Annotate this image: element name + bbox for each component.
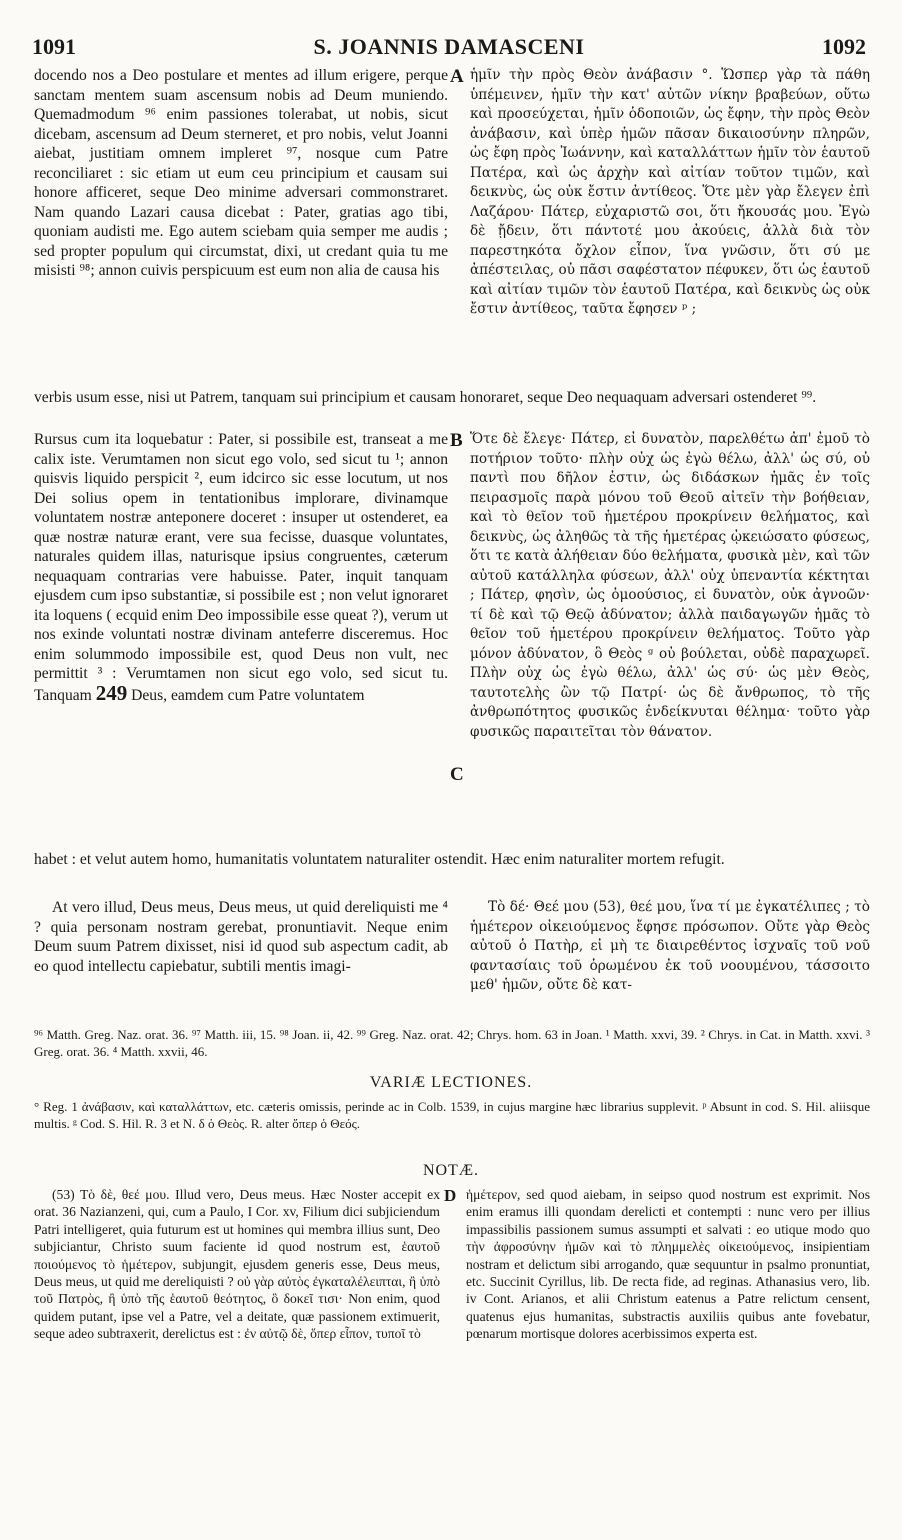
full-width-line-a: verbis usum esse, nisi ut Patrem, tanquam sui principium et causam honoraret, seque Deo nequaquam adversari ostenderet ⁹⁹. — [34, 389, 817, 406]
margin-marker-b: B — [450, 430, 463, 451]
latin-text-a: docendo nos a Deo postulare et mentes ad illum erigere, perque sanctam mentem suam ascensum nobis ad Deum muniendo. Quemadmodum ⁹⁶ enim passiones tolerabat, ut nobis, sicut dicebam, ascensum ad Deum sterneret, et pro nobis, velut Joanni aiebat, justitiam omnem impleret ⁹⁷, nosque cum Patre reconciliaret : sic etiam ut eum ceu principium et causam sui honore afficeret, seque Deo minime adversari commonstraret. Nam quando Lazari causa dicebat : Pater, gratias ago tibi, quoniam audisti me. Ego autem sciebam quia semper me audis ; sed propter populum qui circumstat, dixi, ut credant quia tu me misisti ⁹⁸; annon cuivis perspicuum est eum non alia de causa his — [34, 67, 448, 279]
greek-column-b — [470, 430, 870, 850]
greek-column-c — [470, 898, 870, 1018]
notes-left-text: (53) Τὸ δὲ, θεέ μου. Illud vero, Deus meus. Hæc Noster accepit ex orat. 36 Nazianzeni, qui, cum a Paulo, I Cor. xv, Filium dici subjiciendum Patri intelligeret, quia futurum est ut homines qui membra illius sunt, Deo subjiciantur, Christo suum faciente id quod nostrum est, ἑαυτοῦ ποιούμενος τὸ ἡμέτερον, subjungit, ejusdem generis esse, Deus meus, Deus meus, ut quid me dereliquisti ? οὐ γὰρ αὐτὸς ἐγκαταλέλειπται, ἢ ὑπὸ τοῦ Πατρὸς, ἢ ὑπὸ τῆς ἑαυτοῦ θεότητος, ὃ δοκεῖ τισι· Non enim, quod quidem putant, ipse vel a Patre, vel a deitate, quæ passionem extimuerit, seque adeo subtraxerit, derelictus est : ἐν αὐτῷ δὲ, ὅπερ εἶπον, τυποῖ τὸ — [34, 1187, 440, 1342]
greek-column-a — [470, 66, 870, 396]
left-page-number: 1091 — [32, 34, 76, 59]
right-page-number: 1092 — [822, 34, 866, 59]
latin-text-c: At vero illud, Deus meus, Deus meus, ut quid dereliquisti me ⁴ ? quia personam nostram gerebat, pronuntiavit. Neque enim Deum suum Patrem dixisset, nisi id quod sub aspectum cadit, ab eo quod intellectu capiebatur, subtili mentis imagi- — [34, 899, 448, 975]
margin-marker-c: C — [450, 764, 464, 785]
page-header — [32, 34, 866, 60]
footnotes: ⁹⁶ Matth. Greg. Naz. orat. 36. ⁹⁷ Matth. iii, 15. ⁹⁸ Joan. ii, 42. ⁹⁹ Greg. Naz. orat. 42; Chrys. hom. 63 in Joan. ¹ Matth. xxvi, 39. ² Chrys. in Cat. in Matth. xxvi. ³ Greg. orat. 36. ⁴ Matth. xxvii, 46. — [34, 1027, 870, 1059]
notes-right-column — [466, 1186, 870, 1446]
latin-column-c — [34, 898, 448, 1018]
notes-right-text: ἡμέτερον, sed quod aiebam, in seipso quod nostrum est exprimit. Nos enim eramus illi quondam derelicti et contempti : nunc vero per illius impassibilis passionem sumus assumpti et salvati : eo utique modo quo τὴν ἀφροσύνην ἡμῶν καὶ τὸ πλημμελὲς οἰκειούμενος, insipientiam nostram et delictum sibi arrogando, quæ sequuntur in psalmo pronuntiat, etc. Succinit Cyrillus, lib. De recta fide, ad reginas. Athanasius vero, lib. iv Cont. Arianos, et alii Christum eatenus a Patre relictum censent, quatenus ejus humanitas, substractis auxiliis quibus ante fovebatur, pœnarum mortisque dolores acerbissimos experta est. — [466, 1187, 870, 1342]
latin-text-b: Rursus cum ita loquebatur : Pater, si possibile est, transeat a me calix iste. Verumtamen non sicut ego volo, sed sicut tu ¹; annon quisvis liquido perspicit ², eum idcirco sic esse locutum, ut nos Dei solius opem in tentationibus implorare, divinamque voluntatem nostræ anteponere doceret : insuper ut ostenderet, ea quæ nostræ naturæ erant, vere sua fecisse, duasque voluntates, naturales quidem illas, naturisque ipsius congruentes, cæterum nequaquam contrarias vere habuisse. Pater, inquit tanquam ejusdem cum ipso substantiæ, si possibile est ; non velut ignoraret ita loquens ( ecquid enim Deo impossibile esse queat ?), verum ut nos exinde voluntati nostræ divinam anteferre disceremus. Hoc enim solummodo impossibile est, quod Deus non vult, nec permittit ³ : Verumtamen non sicut ego volo, sed sicut tu. Tanquam 249 Deus, eamdem cum Patre voluntatem — [34, 431, 448, 705]
latin-column-a — [34, 66, 448, 396]
latin-column-b — [34, 430, 448, 850]
notes-left-column — [34, 1186, 440, 1446]
variae-heading: VARIÆ LECTIONES. — [369, 1074, 533, 1091]
margin-marker-d: D — [444, 1186, 457, 1205]
variae-text: ° Reg. 1 ἀνάβασιν, καὶ καταλλάττων, etc. cæteris omissis, perinde ac in Colb. 1539, in cujus margine hæc librarius supplevit. ᵖ Absunt in cod. S. Hil. aliisque multis. ᵍ Cod. S. Hil. R. 3 et N. δ ὁ Θεὸς. R. alter ὅπερ ὁ Θεός. — [34, 1099, 870, 1131]
greek-text-a: ἡμῖν τὴν πρὸς Θεὸν ἀνάβασιν °. Ὥσπερ γὰρ τὰ πάθη ὑπέμεινεν, ἡμῖν τὴν κατ' αὐτῶν νίκην βραβεύων, οὕτω καὶ προσεύχεται, ἡμῖν ὁδοποιῶν, ὡς ἔφην, τὴν πρὸς Θεὸν ἀνάβασιν, καὶ ὑπὲρ ἡμῶν πᾶσαν δικαιοσύνην πληρῶν, ὡς ἔφη πρὸς Ἰωάννην, καὶ καταλλάττων ἡμῖν τὸν ἑαυτοῦ Πατέρα, καὶ ὡς ἀρχὴν καὶ αἰτίαν τοῦτον τιμῶν, καὶ δεικνὺς, ὡς οὐκ ἔστιν ἀντίθεος. Ὅτε μὲν γὰρ ἔλεγεν ἐπὶ Λαζάρου· Πάτερ, εὐχαριστῶ σοι, ὅτι ἤκουσάς μου. Ἐγὼ δὲ ᾔδειν, ὅτι πάντοτέ μου ἀκούεις, ἀλλὰ διὰ τὸν παρεστηκότα ὄχλον εἶπον, ἵνα γνῶσιν, ὅτι σύ με ἀπέστειλας, οὐ πᾶσι σαφέστατον πέφυκεν, ὅτι ὡς ἑαυτοῦ καὶ αἰτίαν τιμῶν τὸν ἑαυτοῦ Πατέρα, καὶ δεικνὺς ὡς οὐκ ἔστιν ἀντίθεος, ταῦτα ἔφησεν ᵖ ; — [470, 67, 870, 317]
greek-text-c: Τὸ δέ· Θεέ μου (53), θεέ μου, ἵνα τί με ἐγκατέλιπες ; τὸ ἡμέτερον οἰκειούμενος ἔφησε πρόσωπον. Οὔτε γὰρ Θεὸς αὐτοῦ ὁ Πατὴρ, εἰ μὴ τε διαιρεθέντος ἰσχναῖς τοῦ νοῦ φαντασίαις τοῦ ὁρωμένου ἐκ τοῦ νοουμένου, τάσσοιτο μεθ' ἡμῶν, οὔτε δὲ κατ- — [470, 899, 870, 993]
full-width-line-b: habet : et velut autem homo, humanitatis voluntatem naturaliter ostendit. Hæc enim naturaliter mortem refugit. — [34, 851, 725, 868]
margin-marker-a: A — [450, 66, 464, 87]
greek-text-b: Ὅτε δὲ ἔλεγε· Πάτερ, εἰ δυνατὸν, παρελθέτω ἀπ' ἐμοῦ τὸ ποτήριον τοῦτο· πλὴν οὐχ ὡς ἐγὼ θέλω, ἀλλ' ὡς σύ, οὐ παντὶ που δῆλον ἐστιν, ὡς διδάσκων ἡμᾶς ἐν τοῖς πειρασμοῖς παρὰ μόνου τοῦ Θεοῦ αἰτεῖν τὴν βοήθειαν, καὶ τὸ θεῖον τοῦ ἡμετέρου προκρίνειν θελήματος, καὶ δεικνὺς, ὡς ἀληθῶς τὰ τῆς ἡμετέρας ᾠκειώσατο φύσεως, ὅτι τε κατὰ ἀλήθειαν δύο θελήματα, φυσικὰ μὲν, καὶ τῶν αὐτοῦ κατάλληλα φύσεων, ἀλλ' οὐχ ὑπεναντία κέκτηται ; Πάτερ, φησὶν, ὡς ὁμοούσιος, εἰ δυνατὸν, οὐκ ἀγνοῶν· τί δὲ καὶ τῷ Θεῷ ἀδύνατον; ἀλλὰ παιδαγωγῶν ἡμᾶς τὸ θεῖον τοῦ ἡμετέρου προκρίνειν θελήματος. Τοῦτο γὰρ μόνον ἀδύνατον, ὃ Θεὸς ᵍ οὐ βούλεται, οὐδὲ παραχωρεῖ. Πλὴν οὐχ ὡς ἐγὼ θέλω, ἀλλ' ὡς σύ· ὡς μὲν Θεὸς, ταυτοτελὴς ὢν τῷ Πατρί· ὡς δὲ ἄνθρωπος, τὸ τῆς ἀνθρωπότητος φυσικῶς ἐνδείκνυται θέλημα· τοῦτο γὰρ φυσικῶς παραιτεῖται τὸν θάνατον. — [470, 431, 870, 740]
notae-heading: NOTÆ. — [422, 1162, 480, 1179]
running-title: S. JOANNIS DAMASCENI — [313, 34, 585, 59]
page-number-marker: 249 — [95, 680, 128, 705]
